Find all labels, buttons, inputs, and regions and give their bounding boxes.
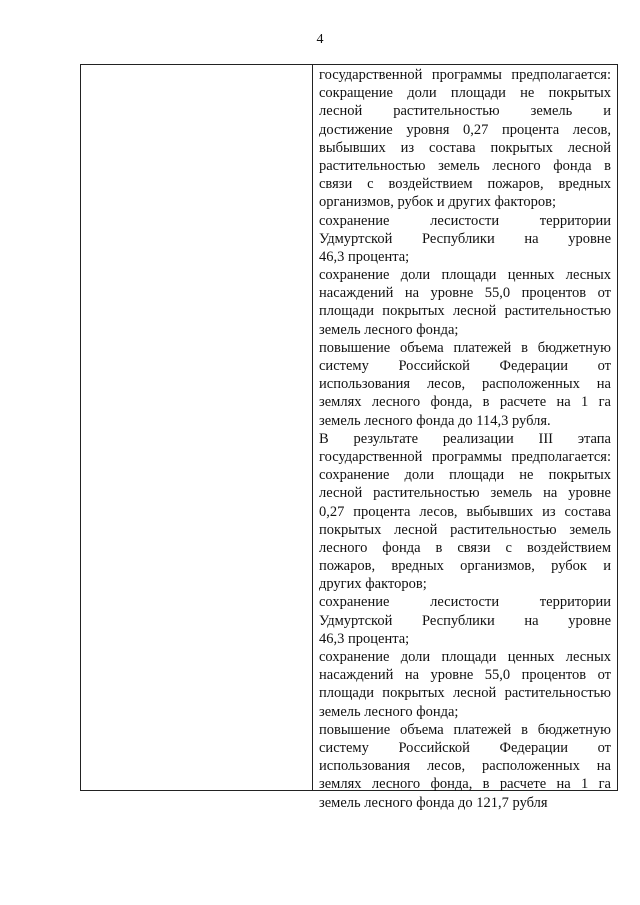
document-table	[80, 64, 618, 811]
text-line: лесной растительностью земель на уровне	[319, 485, 611, 502]
text-line: насаждений на уровне 55,0 процентов от	[319, 285, 611, 302]
text-line: Удмуртской Республики на уровне	[319, 230, 611, 247]
text-line: земель лесного фонда;	[319, 703, 459, 720]
text-line: В результате реализации III этапа	[319, 430, 611, 447]
text-line: 46,3 процента;	[319, 248, 410, 265]
text-line: систему Российской Федерации от	[319, 739, 611, 756]
table-cell-left	[81, 65, 313, 790]
page-number: 4	[316, 32, 324, 47]
text-line: государственной программы предполагается:	[319, 67, 611, 83]
text-line: землях лесного фонда, в расчете на 1 га	[319, 394, 611, 411]
text-line: сохранение лесистости территории	[319, 594, 611, 611]
text-line: земель лесного фонда до 114,3 рубля.	[319, 412, 551, 429]
text-line: лесной растительностью земель и	[319, 103, 611, 120]
text-line: земель лесного фонда;	[319, 321, 459, 338]
text-line: 0,27 процента лесов, выбывших из состава	[319, 503, 611, 520]
text-line: достижение уровня 0,27 процента лесов,	[319, 121, 611, 138]
text-line: сохранение доли площади не покрытых	[319, 467, 611, 484]
text-line: систему Российской Федерации от	[319, 358, 611, 374]
text-line: использования лесов, расположенных на	[319, 376, 611, 393]
text-line: растительностью земель лесного фонда в	[319, 157, 611, 174]
text-line: сохранение доли площади ценных лесных	[319, 267, 611, 284]
text-line: государственной программы предполагается:	[319, 448, 611, 465]
text-line: повышение объема платежей в бюджетную	[319, 339, 611, 356]
text-line: других факторов;	[319, 576, 427, 593]
text-line: выбывших из состава покрытых лесной	[319, 139, 611, 156]
text-line: лесного фонда в связи с воздействием	[319, 539, 611, 556]
text-line: сохранение лесистости территории	[319, 212, 611, 229]
text-line: земель лесного фонда до 121,7 рубля	[319, 794, 548, 811]
table-cell-right	[313, 65, 617, 811]
text-line: покрытых лесной растительностью земель	[319, 521, 611, 538]
text-line: пожаров, вредных организмов, рубок и	[319, 558, 611, 575]
text-line: связи с воздействием пожаров, вредных	[319, 176, 611, 193]
text-line: повышение объема платежей в бюджетную	[319, 721, 611, 738]
text-line: сохранение доли площади ценных лесных	[319, 649, 611, 665]
text-line: площади покрытых лесной растительностью	[319, 685, 611, 702]
text-line: 46,3 процента;	[319, 630, 410, 647]
text-line: площади покрытых лесной растительностью	[319, 303, 611, 320]
text-line: землях лесного фонда, в расчете на 1 га	[319, 776, 611, 793]
text-line: Удмуртской Республики на уровне	[319, 612, 611, 629]
text-line: сокращение доли площади не покрытых	[319, 85, 611, 102]
text-line: насаждений на уровне 55,0 процентов от	[319, 667, 611, 684]
text-line: использования лесов, расположенных на	[319, 758, 611, 775]
text-line: организмов, рубок и других факторов;	[319, 194, 556, 211]
